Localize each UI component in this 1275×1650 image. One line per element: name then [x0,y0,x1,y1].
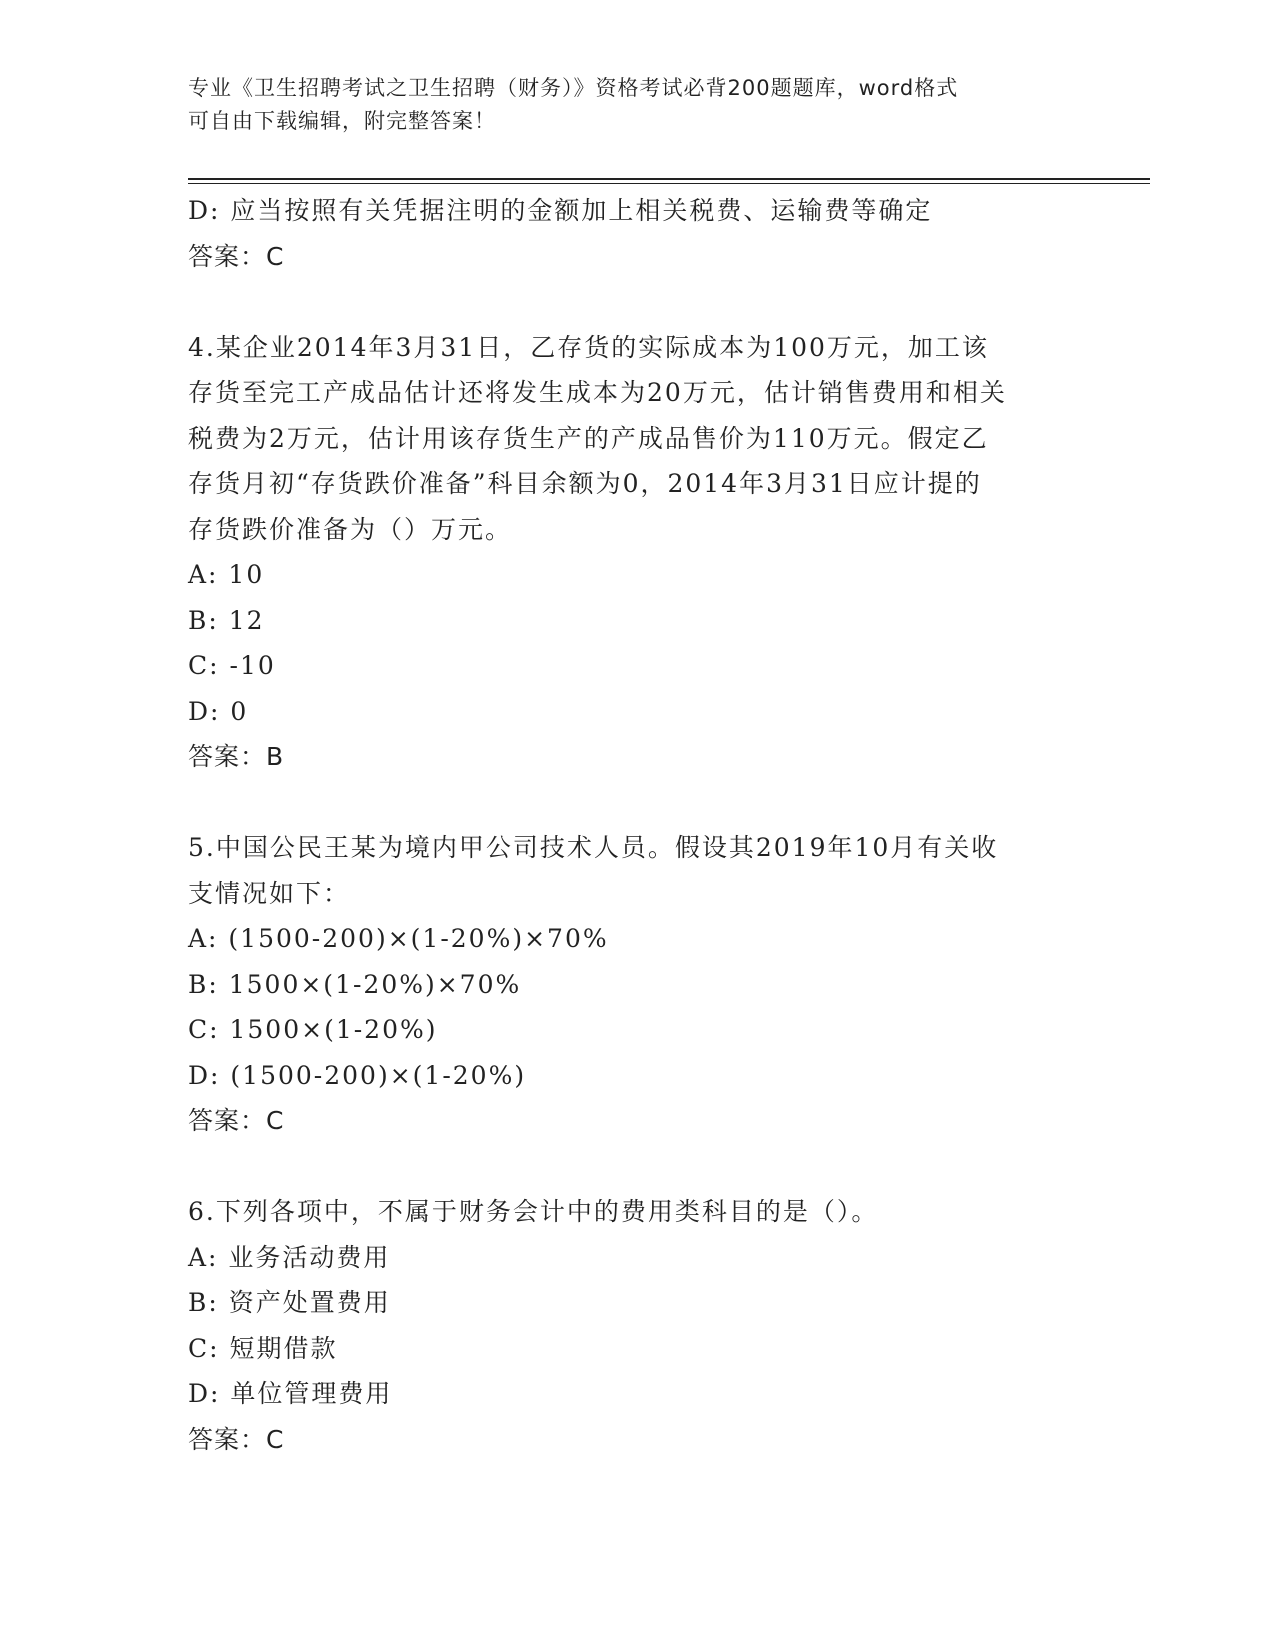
option-b: B: 资产处置费用 [188,1288,391,1317]
question-stem-line: 4.某企业2014年3月31日，乙存货的实际成本为100万元，加工该 [188,332,989,362]
spacer [188,780,1088,826]
question-stem-line: 存货月初“存货跌价准备”科目余额为0，2014年3月31日应计提的 [188,469,982,498]
question-list [188,188,1088,1462]
header-line-1: 专业《卫生招聘考试之卫生招聘（财务）》资格考试必背200题题库，word格式 [188,76,959,100]
question-4 [188,325,1088,780]
option-a: A: 10 [188,560,265,589]
answer-line: 答案：C [188,241,285,271]
option-b: B: 1500×(1-20%)×70% [188,969,522,999]
header-divider-thin [188,183,1150,184]
answer-line: 答案：B [188,742,285,771]
question-5 [188,825,1088,1144]
option-d: D: (1500-200)×(1-20%) [188,1060,527,1090]
option-d: D: 0 [188,696,249,726]
question-stem-line: 存货跌价准备为（）万元。 [188,514,513,544]
option-a: A: 业务活动费用 [188,1242,391,1272]
question-stem-line: 存货至完工产成品估计还将发生成本为20万元，估计销售费用和相关 [188,378,1007,407]
question-6 [188,1189,1088,1462]
document-header [188,72,1068,138]
option-c: C: 短期借款 [188,1333,338,1363]
question-stem-line: 5.中国公民王某为境内甲公司技术人员。假设其2019年10月有关收 [188,833,999,862]
option-d: D: 单位管理费用 [188,1379,393,1408]
option-c: C: -10 [188,651,276,680]
header-divider-thick [188,178,1150,180]
question-stem-line: 支情况如下： [188,878,351,908]
option-a: A: (1500-200)×(1-20%)×70% [188,924,609,953]
previous-question-tail [188,188,1088,279]
answer-line: 答案：C [188,1424,285,1454]
spacer [188,1144,1088,1190]
header-line-2: 可自由下载编辑，附完整答案！ [188,109,496,133]
answer-line: 答案：C [188,1106,285,1135]
option-b: B: 12 [188,605,265,635]
option-c: C: 1500×(1-20%) [188,1015,438,1044]
question-stem-line: 税费为2万元，估计用该存货生产的产成品售价为110万元。假定乙 [188,423,989,453]
question-stem-line: 6.下列各项中，不属于财务会计中的费用类科目的是（）。 [188,1197,879,1226]
option-d: D: 应当按照有关凭据注明的金额加上相关税费、运输费等确定 [188,196,933,225]
spacer [188,279,1088,325]
